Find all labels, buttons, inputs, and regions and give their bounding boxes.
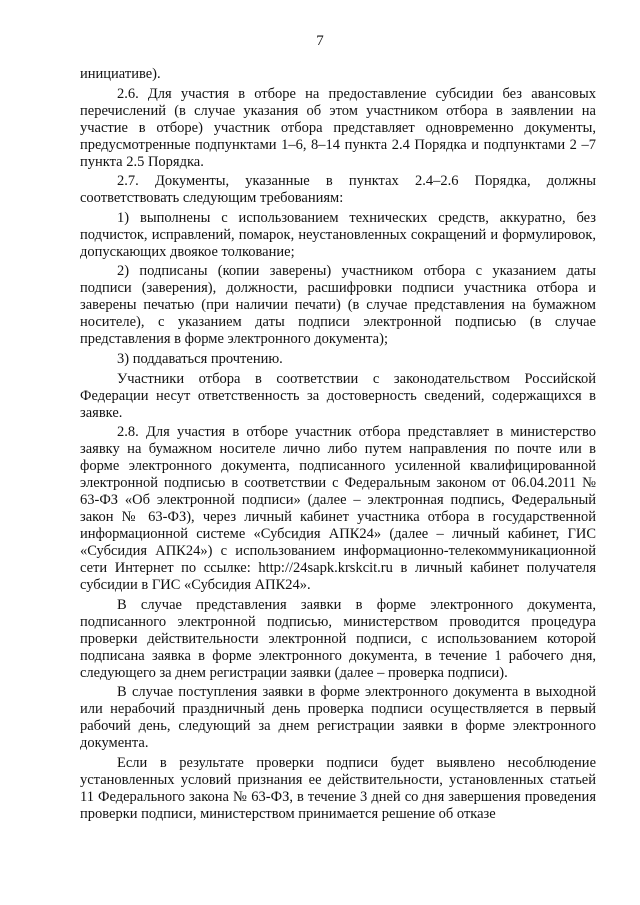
paragraph-signature-check: В случае представления заявки в форме электронного документа, подписанного электронной подписью, министерством проводится процедура проверки действительности электронной подписи, с использованием которой подписана заявка в форме электронного документа, в течение 1 рабочего дня, следующего за днем регистрации заявки (далее – проверка подписи). (80, 596, 596, 681)
requirement-item-1: 1) выполнены с использованием технических средств, аккуратно, без подчисток, исправлений, помарок, неустановленных сокращений и формулировок, допускающих двоякое толкование; (80, 209, 596, 260)
paragraph-2-6: 2.6. Для участия в отборе на предоставление субсидии без авансовых перечислений (в случае указания об этом участником отбора в заявлении на участие в отборе) участник отбора представляет одновременно документы, предусмотренные подпунктами 1–6, 8–14 пункта 2.4 Порядка и подпунктами 2 –7 пункта 2.5 Порядка. (80, 85, 596, 170)
requirement-item-2: 2) подписаны (копии заверены) участником отбора с указанием даты подписи (заверения), должности, расшифровки подписи участника отбора и заверены печатью (при наличии печати) (в случае представления на бумажном носителе), с указанием даты подписи электронной подписью (в случае представления в форме электронного документа); (80, 263, 596, 348)
paragraph-responsibility: Участники отбора в соответствии с законодательством Российской Федерации несут ответственность за достоверность сведений, содержащихся в заявке. (80, 370, 596, 421)
paragraph-holiday-check: В случае поступления заявки в форме электронного документа в выходной или нерабочий праздничный день проверка подписи осуществляется в первый рабочий день, следующий за днем регистрации заявки в форме электронного документа. (80, 684, 596, 752)
paragraph-2-7: 2.7. Документы, указанные в пунктах 2.4–2.6 Порядка, должны соответствовать следующим требованиям: (80, 173, 596, 207)
paragraph-continuation: инициативе). (80, 66, 161, 82)
requirement-item-3: 3) поддаваться прочтению. (117, 350, 283, 367)
document-body (80, 66, 596, 826)
paragraph-2-8: 2.8. Для участия в отборе участник отбора представляет в министерство заявку на бумажном носителе лично либо путем направления по почте или в форме электронного документа, подписанного усиленной квалифицированной электронной подписью в соответствии с Федеральным законом от 06.04.2011 № 63-ФЗ «Об электронной подписи» (далее – электронная подпись, Федеральный закон № 63-ФЗ), через личный кабинет участника отбора в государственной информационной системе «Субсидия АПК24» (далее – личный кабинет, ГИС «Субсидия АПК24») с использованием информационно-телекоммуникационной сети Интернет по ссылке: http://24sapk.krskcit.ru в личный кабинет получателя субсидии в ГИС «Субсидия АПК24». (80, 424, 596, 594)
paragraph-refusal: Если в результате проверки подписи будет выявлено несоблюдение установленных условий признания ее действительности, установленных статьей 11 Федерального закона № 63-ФЗ, в течение 3 дней со дня завершения проведения проверки подписи, министерством принимается решение об отказе (80, 754, 596, 822)
page-number: 7 (316, 33, 324, 49)
